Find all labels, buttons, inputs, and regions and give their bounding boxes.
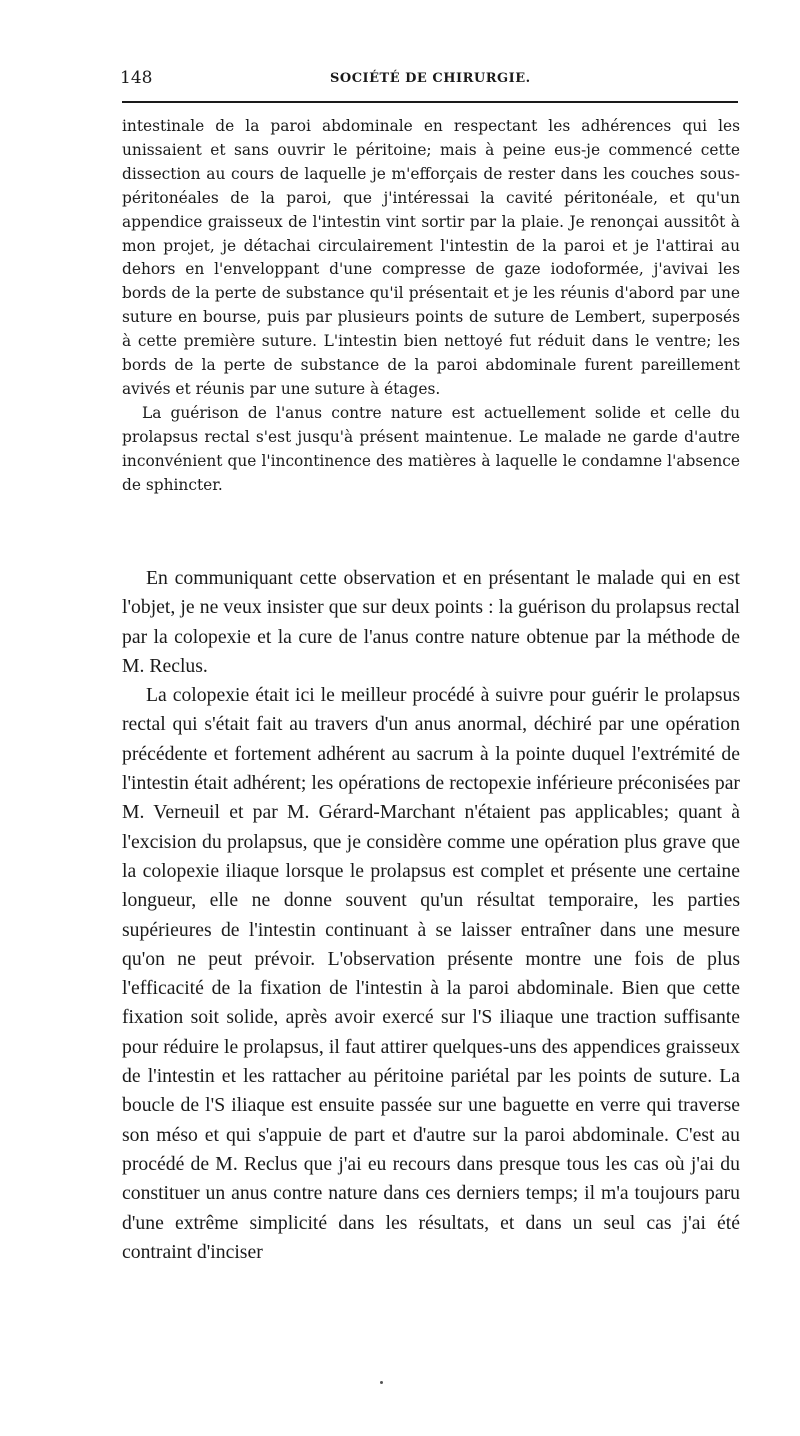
observation-paragraph: intestinale de la paroi abdominale en respectant les adhérences qui les unissaient et sans ouvrir le péritoine; mais à peine eus-je commencé cette dissection au cours de laquelle je m'efforçais de rester dans les couches sous-péritonéales de la paroi, que j'intéressai la cavité péritonéale, et qu'un appendice graisseux de l'intestin vint sortir par la plaie. Je renonçai aussitôt à mon projet, je détachai circulairement l'intestin de la paroi et je l'attirai au dehors en l'enveloppant d'une compresse de gaze iodoformée, j'avivai les bords de la perte de substance qu'il présentait et je les réunis d'abord par une suture en bourse, puis par plusieurs points de suture de Lembert, superposés à cette première suture. L'intestin bien nettoyé fut réduit dans le ventre; les bords de la perte de substance de la paroi abdominale furent pareillement avivés et réunis par une suture à étages.: [122, 117, 740, 398]
page-number: 148: [120, 68, 153, 88]
commentary-paragraph: La colopexie était ici le meilleur procédé à suivre pour guérir le prolapsus rectal qui s'était fait au travers d'un anus anormal, déchiré par une opération précédente et fortement adhérent au sacrum à la pointe duquel l'extrémité de l'intestin était adhérent; les opérations de rectopexie inférieure préconisées par M. Verneuil et par M. Gérard-Marchant n'étaient pas applicables; quant à l'excision du prolapsus, que je considère comme une opération plus grave que la colopexie iliaque lorsque le prolapsus est complet et présente une certaine longueur, elle ne donne souvent qu'un résultat temporaire, les parties supérieures de l'intestin continuant à se laisser entraîner dans une mesure qu'on ne peut prévoir. L'observation présente montre une fois de plus l'efficacité de la fixation de l'intestin à la paroi abdominale. Bien que cette fixation soit solide, après avoir exercé sur l'S iliaque une traction suffisante pour réduire le prolapsus, il faut attirer quelques-uns des appendices graisseux de l'intestin et les rattacher au péritoine pariétal par les points de suture. La boucle de l'S iliaque est ensuite passée sur une baguette en verre qui traverse son méso et qui s'appuie de part et d'autre sur la paroi abdominale. C'est au procédé de M. Reclus que j'ai eu recours dans presque tous les cas où j'ai du constituer un anus contre nature dans ces derniers temps; il m'a toujours paru d'une extrême simplicité dans les résultats, et dans un seul cas j'ai été contraint d'inciser: [122, 684, 740, 1263]
commentary-paragraph: En communiquant cette observation et en présentant le malade qui en est l'objet, je ne veux insister que sur deux points : la guérison du prolapsus rectal par la colopexie et la cure de l'anus contre nature obtenue par la méthode de M. Reclus.: [122, 567, 740, 677]
header-rule: [122, 101, 738, 103]
page-header: [120, 68, 740, 98]
observation-text: [122, 115, 740, 498]
observation-paragraph: La guérison de l'anus contre nature est actuellement solide et celle du prolapsus rectal s'est jusqu'à présent maintenue. Le malade ne garde d'autre inconvénient que l'incontinence des matières à laquelle le condamne l'absence de sphincter.: [122, 403, 740, 494]
commentary-text: [122, 564, 740, 1267]
running-title: SOCIÉTÉ DE CHIRURGIE.: [330, 71, 531, 86]
print-speck: [380, 1381, 383, 1384]
